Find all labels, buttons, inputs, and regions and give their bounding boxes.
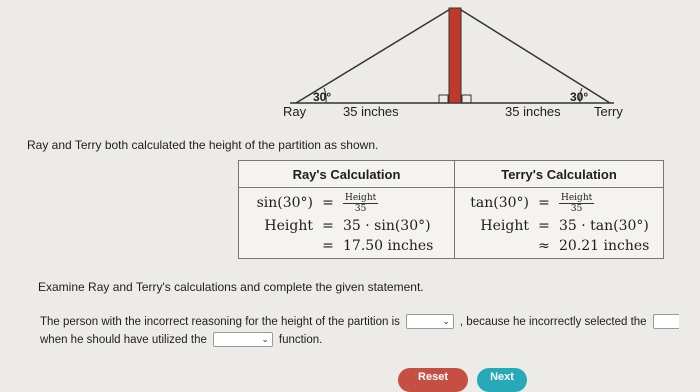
statement-line-1 xyxy=(40,314,679,329)
right-angle-mark-right xyxy=(462,95,471,103)
ray-sightline xyxy=(296,8,452,103)
chevron-down-icon: ⌄ xyxy=(442,316,450,326)
ray-lhs-2: Height xyxy=(264,218,313,234)
ray-rhs-2: 35 · sin(30°) xyxy=(343,218,431,234)
ray-angle-label: 30° xyxy=(313,90,332,104)
calculation-table xyxy=(238,160,664,259)
ray-rhs-3: 17.50 inches xyxy=(343,238,434,254)
ray-lhs-1: sin(30°) xyxy=(256,195,313,211)
function-dropdown-2[interactable] xyxy=(213,332,273,347)
ray-frac-den: 35 xyxy=(354,203,367,214)
terry-eq-2: = xyxy=(538,218,550,234)
terry-rhs-2: 35 · tan(30°) xyxy=(559,218,649,234)
terry-eq-1: = xyxy=(538,195,550,211)
partition xyxy=(449,8,461,103)
ray-eq-3: = xyxy=(322,238,334,254)
terry-eq-3: ≈ xyxy=(538,238,550,254)
statement-line-2 xyxy=(40,332,322,347)
ray-eq-2: = xyxy=(322,218,334,234)
terry-frac-num: Height xyxy=(561,192,593,203)
terry-calculation xyxy=(455,188,664,259)
statement-part-3: when he should have utilized the xyxy=(40,333,207,346)
right-angle-mark-left xyxy=(439,95,448,103)
intro-text: Ray and Terry both calculated the height of the partition as shown. xyxy=(27,138,379,152)
ray-eq-1: = xyxy=(322,195,334,211)
terry-fraction xyxy=(559,193,594,214)
ray-frac-num: Height xyxy=(345,192,377,203)
reset-button[interactable]: Reset xyxy=(398,368,468,392)
ray-calculation xyxy=(239,188,455,259)
terry-rhs-3: 20.21 inches xyxy=(559,238,650,254)
examine-text: Examine Ray and Terry's calculations and complete the given statement. xyxy=(38,280,424,294)
ray-distance: 35 inches xyxy=(343,104,399,119)
statement-part-2: , because he incorrectly selected the xyxy=(459,315,647,328)
chevron-down-icon: ⌄ xyxy=(261,334,269,344)
terry-name: Terry xyxy=(594,104,623,119)
terry-lhs-1: tan(30°) xyxy=(470,195,529,211)
next-button[interactable]: Next xyxy=(477,368,527,392)
terry-lhs-2: Height xyxy=(480,218,529,234)
person-dropdown[interactable] xyxy=(406,314,454,329)
terry-frac-den: 35 xyxy=(570,203,583,214)
statement-part-1: The person with the incorrect reasoning for the height of the partition is xyxy=(40,315,400,328)
terry-sightline xyxy=(458,8,610,103)
ray-name: Ray xyxy=(283,104,307,119)
terry-header: Terry's Calculation xyxy=(455,161,664,188)
ray-header: Ray's Calculation xyxy=(239,161,455,188)
ray-fraction xyxy=(343,193,378,214)
function-dropdown-1[interactable] xyxy=(653,314,679,329)
terry-angle-label: 30° xyxy=(570,90,589,104)
terry-distance: 35 inches xyxy=(505,104,561,119)
statement-part-4: function. xyxy=(278,333,323,346)
